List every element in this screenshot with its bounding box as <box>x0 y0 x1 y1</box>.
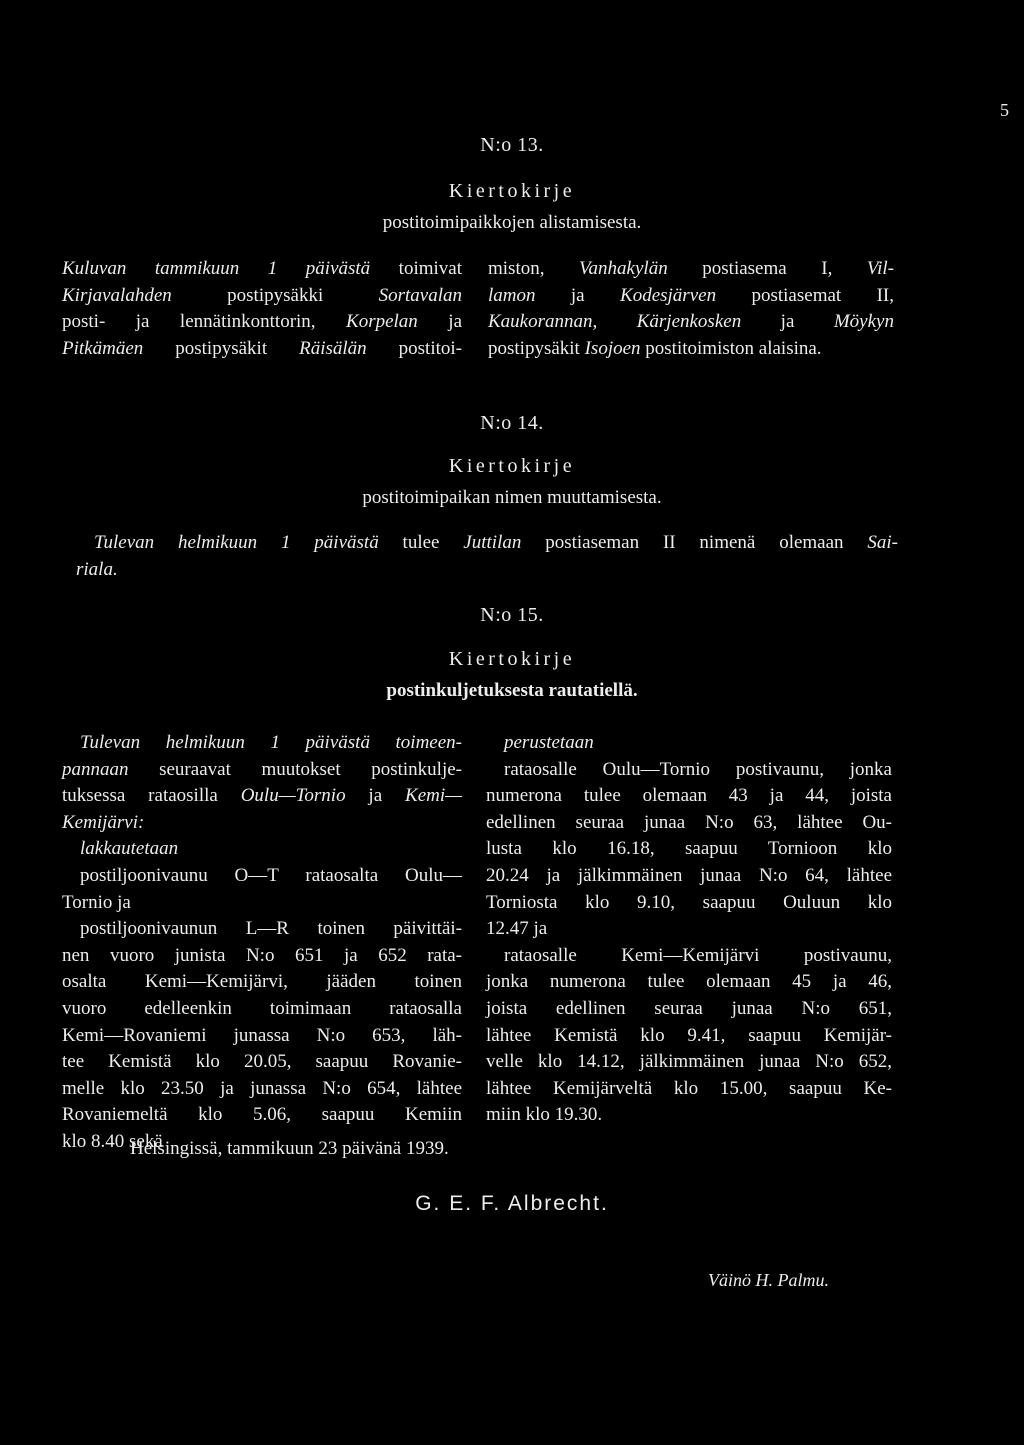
text-run: Kemijärvi: <box>62 811 145 833</box>
text-run: edellinen seuraa junaa N:o 63, lähtee Ou- <box>486 811 892 833</box>
s14-body <box>76 530 898 583</box>
s15-kiertokirje: Kiertokirje <box>448 648 576 670</box>
text-line <box>62 336 462 363</box>
text-line <box>486 1023 892 1050</box>
text-run: Möykyn <box>833 311 894 333</box>
text-run: postipysäkit <box>488 337 585 359</box>
text-run: vuoro edelleenkin toimimaan rataosalla <box>62 997 462 1019</box>
s13-right-column <box>488 256 894 362</box>
text-line <box>486 757 892 784</box>
text-run: Tulevan helmikuun 1 päivästä <box>94 532 379 553</box>
text-line <box>62 309 462 336</box>
text-line <box>62 810 462 837</box>
text-run: postiasemat II, <box>716 284 894 306</box>
text-run: lamon <box>488 284 536 306</box>
text-line <box>488 309 894 336</box>
text-run: rataosalle Oulu—Tornio postivaunu, jonka <box>504 758 892 780</box>
text-line <box>486 996 892 1023</box>
text-run: tuksessa rataosilla <box>62 785 241 807</box>
text-run: Kirjavalahden <box>62 284 172 306</box>
text-line <box>486 730 892 757</box>
text-run: lakkautetaan <box>80 838 179 860</box>
text-run: osalta Kemi—Kemijärvi, jääden toinen <box>62 971 462 993</box>
text-line <box>62 863 462 890</box>
text-line <box>62 943 462 970</box>
text-line <box>62 890 462 917</box>
text-run: tulee <box>378 532 464 553</box>
s14-kiertokirje: Kiertokirje <box>448 455 576 477</box>
text-line <box>62 1023 462 1050</box>
text-run: seuraavat muutokset postinkulje- <box>128 758 462 780</box>
text-run: postitoi- <box>366 337 462 359</box>
text-run: miston, <box>488 258 580 279</box>
text-line <box>486 836 892 863</box>
text-run: Tulevan helmikuun 1 päivästä toimeen- <box>80 732 462 753</box>
text-run: miin klo 19.30. <box>486 1104 603 1126</box>
text-line <box>486 1049 892 1076</box>
text-line <box>486 810 892 837</box>
text-run: nen vuoro junista N:o 651 ja 652 rata- <box>62 944 462 966</box>
text-line <box>62 996 462 1023</box>
text-run: Sortavalan <box>378 284 462 306</box>
text-line <box>62 916 462 943</box>
text-run: lähtee Kemijärveltä klo 15.00, saapuu Ke- <box>486 1077 892 1099</box>
s15-number: N:o 15. <box>480 604 544 626</box>
text-run: Isojoen <box>584 337 641 359</box>
text-run: postiljoonivaunun L—R toinen päivittäi- <box>80 918 462 940</box>
s15-left-column <box>62 730 462 1156</box>
text-run: perustetaan <box>504 732 594 753</box>
text-run: Tornio ja <box>62 891 131 913</box>
text-line <box>488 256 894 283</box>
s14-number: N:o 14. <box>480 412 544 434</box>
text-run: postipysäkki <box>171 284 379 306</box>
text-line <box>62 1076 462 1103</box>
text-line <box>62 783 462 810</box>
text-run: postiljoonivaunu O—T rataosalta Oulu— <box>80 864 462 886</box>
signature: G. E. F. Albrecht. <box>415 1192 609 1215</box>
s13-number: N:o 13. <box>480 134 544 156</box>
text-run: postipysäkit <box>143 337 300 359</box>
text-run: Vanhakylän <box>579 258 668 279</box>
s14-subject: postitoimipaikan nimen muuttamisesta. <box>362 487 662 508</box>
text-line <box>62 1049 462 1076</box>
text-run: Rovaniemeltä klo 5.06, saapuu Kemiin <box>62 1104 462 1126</box>
text-run: Kemi—Rovaniemi junassa N:o 653, läh- <box>62 1024 462 1046</box>
s13-kiertokirje: Kiertokirje <box>448 180 576 202</box>
countersignature: Väinö H. Palmu. <box>708 1270 829 1290</box>
text-run: pannaan <box>62 758 129 780</box>
text-run: ja <box>345 785 406 807</box>
text-run: melle klo 23.50 ja junassa N:o 654, lähtee <box>62 1077 462 1099</box>
text-run: Oulu—Tornio <box>240 785 346 807</box>
text-line <box>486 943 892 970</box>
text-run: ja <box>417 311 462 333</box>
s13-left-column <box>62 256 462 362</box>
text-line <box>486 863 892 890</box>
text-line <box>488 336 894 363</box>
text-run: lusta klo 16.18, saapuu Tornioon klo <box>486 838 892 860</box>
text-run: postiaseman II nimenä olemaan <box>521 532 868 553</box>
text-run: posti- ja lennätinkonttorin, <box>62 311 347 333</box>
text-line <box>486 1102 892 1129</box>
text-line <box>486 916 892 943</box>
text-run: postitoimiston alaisina. <box>640 337 822 359</box>
text-run: Kuluvan tammikuun 1 päivästä <box>62 258 371 279</box>
text-line <box>62 730 462 757</box>
place-date: Helsingissä, tammikuun 23 päivänä 1939. <box>130 1138 449 1159</box>
text-run: riala. <box>76 558 118 580</box>
text-run: Torniosta klo 9.10, saapuu Ouluun klo <box>486 891 892 913</box>
text-run: Räisälän <box>299 337 367 359</box>
text-run: ja <box>535 284 621 306</box>
text-run: 12.47 ja <box>486 918 548 940</box>
text-line <box>76 530 898 557</box>
text-run: Korpelan <box>346 311 418 333</box>
text-run: lähtee Kemistä klo 9.41, saapuu Kemijär- <box>486 1024 892 1046</box>
text-run: Kaukorannan, Kärjenkosken <box>488 311 742 333</box>
text-line <box>76 557 898 584</box>
s13-subject: postitoimipaikkojen alistamisesta. <box>382 212 642 233</box>
text-line <box>488 283 894 310</box>
text-run: toimivat <box>370 258 463 279</box>
text-run: joista edellinen seuraa junaa N:o 651, <box>486 997 892 1019</box>
page-number: 5 <box>1000 100 1009 120</box>
text-run: tee Kemistä klo 20.05, saapuu Rovanie- <box>62 1051 462 1073</box>
text-line <box>486 783 892 810</box>
text-run: numerona tulee olemaan 43 ja 44, joista <box>486 785 892 807</box>
s15-subject: postinkuljetuksesta rautatiellä. <box>386 680 638 701</box>
text-line <box>62 757 462 784</box>
text-run: Kemi— <box>405 785 463 807</box>
text-line <box>62 1102 462 1129</box>
s15-right-column <box>486 730 892 1129</box>
text-line <box>486 969 892 996</box>
text-run: postiasema I, <box>667 258 867 279</box>
text-run: Juttilan <box>463 532 522 553</box>
text-line <box>62 969 462 996</box>
text-run: Pitkämäen <box>62 337 144 359</box>
text-run: Sai- <box>867 532 898 553</box>
text-line <box>486 890 892 917</box>
text-run: Kodesjärven <box>620 284 717 306</box>
text-line <box>62 836 462 863</box>
text-run: rataosalle Kemi—Kemijärvi postivaunu, <box>504 944 892 966</box>
text-run: velle klo 14.12, jälkimmäinen junaa N:o 652, <box>486 1051 892 1073</box>
text-run: Vil- <box>866 258 894 279</box>
text-line <box>62 256 462 283</box>
text-line <box>486 1076 892 1103</box>
text-run: 20.24 ja jälkimmäinen junaa N:o 64, lähtee <box>486 864 892 886</box>
text-line <box>62 283 462 310</box>
text-run: klo 8.40 sekä <box>62 1130 163 1152</box>
text-run: ja <box>741 311 834 333</box>
text-run: jonka numerona tulee olemaan 45 ja 46, <box>486 971 892 993</box>
